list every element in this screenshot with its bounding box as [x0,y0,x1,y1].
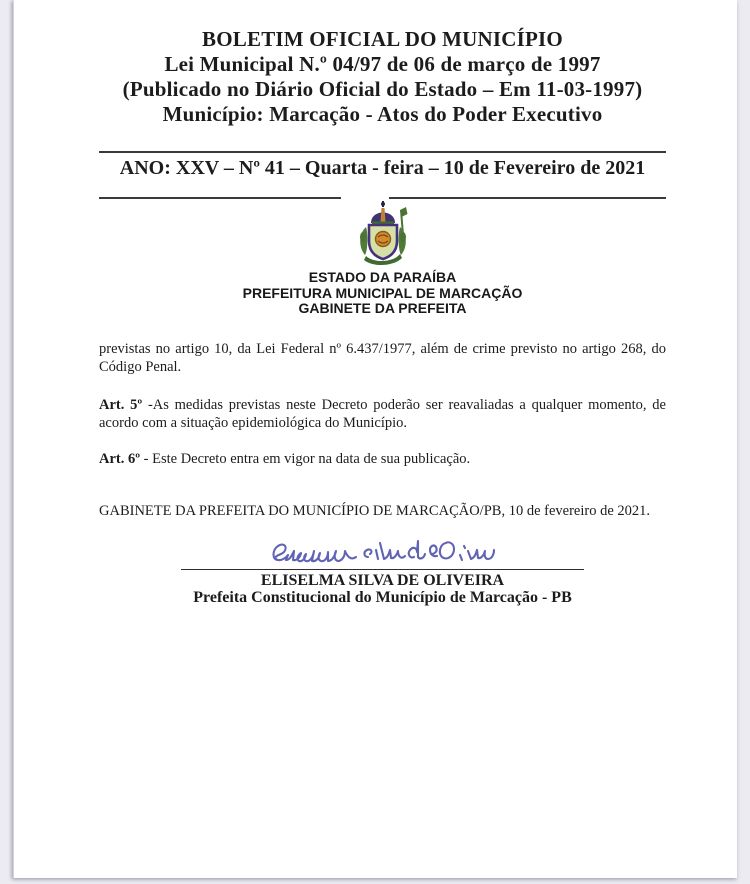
article-5 [99,396,666,432]
org-state: ESTADO DA PARAÍBA [308,269,457,285]
divider-top [99,151,666,153]
municipality-line: Município: Marcação - Atos do Poder Executivo [162,102,603,126]
masthead [99,0,666,127]
article-5-text: -As medidas previstas neste Decreto poderão ser reavaliadas a qualquer momento, de acordo com a situação epidemiológica do Município. [99,396,666,431]
org-office: GABINETE DA PREFEITA [298,300,467,316]
article-6-text: - Este Decreto entra em vigor na data de sua publicação. [140,450,471,467]
law-reference: Lei Municipal N.º 04/97 de 06 de março de 1997 [164,52,601,76]
coat-of-arms-icon [351,201,415,267]
article-6-label: Art. 6º [99,450,141,467]
document-content [99,0,666,607]
signature-line [181,569,584,570]
bulletin-title: BOLETIM OFICIAL DO MUNICÍPIO [202,27,563,51]
edition-date-line: ANO: XXV – Nº 41 – Quarta - feira – 10 de Fevereiro de 2021 [119,157,646,179]
signer-name: ELISELMA SILVA DE OLIVEIRA [260,571,505,589]
closing-paragraph: GABINETE DA PREFEITA DO MUNICÍPIO DE MARCAÇÃO/PB, 10 de fevereiro de 2021. [99,502,651,519]
decree-body [99,340,666,520]
coat-of-arms-image [99,201,666,267]
document-page [13,0,737,878]
article-6 [99,450,666,468]
org-prefecture: PREFEITURA MUNICIPAL DE MARCAÇÃO [242,284,523,301]
handwritten-signature [268,533,498,569]
org-block [99,270,666,317]
divider-gap [341,197,389,199]
body-paragraph: previstas no artigo 10, da Lei Federal nº 6.437/1977, além de crime previsto no artigo 268, do Código Penal. [99,340,666,375]
divider-segment [99,197,341,199]
signature-block [181,533,584,607]
publication-note: (Publicado no Diário Oficial do Estado – Em 11-03-1997) [122,77,643,101]
signer-role: Prefeita Constitucional do Município de Marcação - PB [193,588,572,606]
article-5-label: Art. 5º [99,396,143,413]
divider-segment [389,197,666,199]
divider-bottom [99,197,666,199]
